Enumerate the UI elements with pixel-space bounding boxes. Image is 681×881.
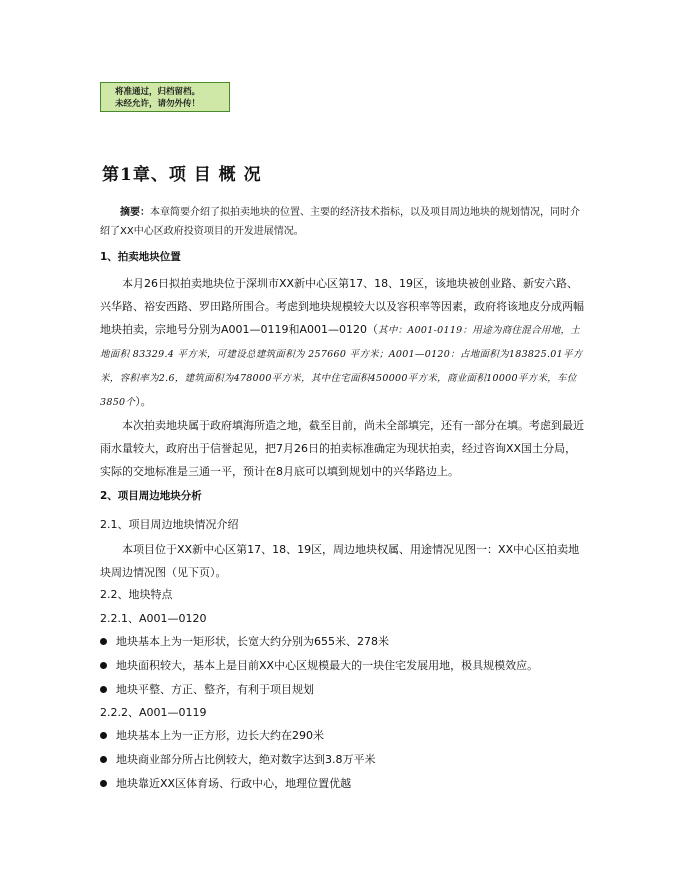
section-1-paragraph-2	[100, 414, 586, 483]
list-item: 地块面积较大，基本上是目前XX中心区规模最大的一块住宅发展用地，极具规模效应。	[100, 657, 538, 673]
sub1-para-text: 本项目位于XX新中心区第17、18、19区，周边地块权属、用途情况见图一：XX中心区拍卖地块周边情况图（见下页）。	[100, 543, 580, 579]
list-item: 地块平整、方正、整齐，有利于项目规划	[100, 681, 314, 697]
para1-text: 本月26日拟拍卖地块位于深圳市XX新中心区第17、18、19区，该地块被创业路、新安六路、兴华路、裕安西路、罗田路所围合。考虑到地块规模较大以及容积率等因素，政府将该地皮分成两幅地块拍卖，宗地号分别为A001—0119和A001—0120（	[100, 277, 584, 336]
chapter-title: 第1章、项 目 概 况	[102, 165, 262, 185]
notice-line-2: 未经允许，请勿外传！	[115, 99, 201, 109]
list-item: 地块基本上为一矩形状，长宽大约分别为655米、278米	[100, 633, 389, 649]
para1-note: 其中：A001-0119：用途为商住混合用地，土地面积 83329.4 平方米，可建设总建筑面积为 257660 平方米；A001—0120：占地面积为183825.01平方米，容积率为2.6，建筑面积为478000平方米，其中住宅面积450000平方米，商业面积10000平方米，车位3850个	[100, 325, 583, 408]
section-1-paragraph-1	[100, 272, 586, 414]
list-item: 地块靠近XX区体育场、行政中心，地理位置优越	[100, 775, 351, 791]
abstract-label: 摘要：	[120, 207, 150, 218]
subsection-2-2-2-title: 2.2.2、A001—0119	[100, 706, 207, 719]
bullet-icon	[100, 662, 107, 669]
subsection-2-1-paragraph	[100, 538, 586, 584]
subsection-2-1-title: 2.1、项目周边地块情况介绍	[100, 518, 239, 531]
notice-line-1: 将准通过，归档留档。	[115, 87, 201, 97]
section-2-heading: 2、项目周边地块分析	[100, 490, 202, 502]
subsection-2-2-title: 2.2、地块特点	[100, 588, 173, 601]
bullet-icon	[100, 780, 107, 787]
abstract-text: 本章简要介绍了拟拍卖地块的位置、主要的经济技术指标，以及项目周边地块的规划情况，同时介绍了XX中心区政府投资项目的开发进展情况。	[100, 207, 580, 237]
para1-end: ）。	[135, 395, 152, 408]
subsection-2-2-1-title: 2.2.1、A001—0120	[100, 612, 207, 625]
section-1-heading: 1、拍卖地块位置	[100, 251, 181, 263]
confidential-notice	[100, 82, 230, 112]
bullet-icon	[100, 756, 107, 763]
bullet-icon	[100, 732, 107, 739]
list-item: 地块基本上为一正方形，边长大约在290米	[100, 727, 324, 743]
para2-text: 本次拍卖地块属于政府填海所造之地，截至目前，尚未全部填完，还有一部分在填。考虑到最近雨水量较大，政府出于信誉起见，把7月26日的拍卖标准确定为现状拍卖，经过咨询XX国土分局，实际的交地标准是三通一平，预计在8月底可以填到规划中的兴华路边上。	[100, 419, 584, 478]
bullet-icon	[100, 686, 107, 693]
bullet-icon	[100, 638, 107, 645]
abstract	[100, 203, 586, 241]
list-item: 地块商业部分所占比例较大，绝对数字达到3.8万平米	[100, 751, 376, 767]
